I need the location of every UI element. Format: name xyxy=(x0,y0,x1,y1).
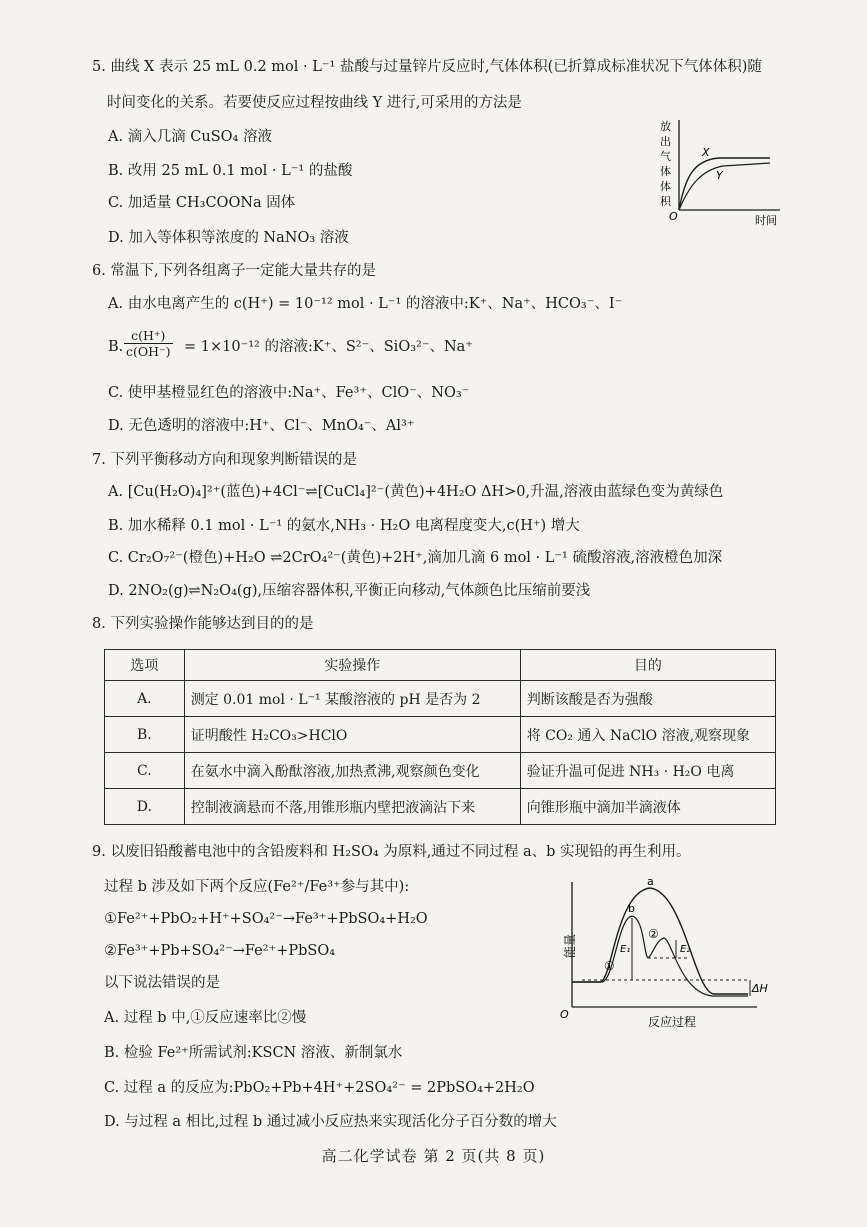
q5-graph-origin: O xyxy=(669,210,678,223)
q5-option-b: B. 改用 25 mL 0.1 mol · L⁻¹ 的盐酸 xyxy=(108,163,353,179)
table-cell-operation: 证明酸性 H₂CO₃>HClO xyxy=(184,717,520,753)
q7-option-c: C. Cr₂O₇²⁻(橙色)+H₂O ⇌2CrO₄²⁻(黄色)+2H⁺,滴加几滴 6 mol · L⁻¹ 硫酸溶液,溶液橙色加深 xyxy=(108,550,723,566)
q9-curve-b xyxy=(572,916,748,996)
q9-graph-xlabel: 反应过程 xyxy=(648,1015,697,1029)
table-cell-purpose: 判断该酸是否为强酸 xyxy=(520,681,775,717)
table-cell-option: D. xyxy=(105,789,185,825)
q5-stem-line2: 时间变化的关系。若要使反应过程按曲线 Y 进行,可采用的方法是 xyxy=(107,95,522,111)
q9-option-a: A. 过程 b 中,①反应速率比②慢 xyxy=(104,1010,307,1026)
table-cell-purpose: 向锥形瓶中滴加半滴液体 xyxy=(520,789,775,825)
q5-graph-ylabel-3: 体 xyxy=(660,165,671,178)
q9-e2-label: E₂ xyxy=(680,944,691,955)
q6-fraction-numerator: c(H⁺) xyxy=(124,328,173,344)
table-cell-option: A. xyxy=(105,681,185,717)
table-row xyxy=(105,717,776,753)
q9-option-b: B. 检验 Fe²⁺所需试剂:KSCN 溶液、新制氯水 xyxy=(104,1045,403,1061)
q9-option-d: D. 与过程 a 相比,过程 b 通过减小反应热来实现活化分子百分数的增大 xyxy=(104,1114,557,1130)
q6-option-d: D. 无色透明的溶液中:H⁺、Cl⁻、MnO₄⁻、Al³⁺ xyxy=(108,418,415,434)
q5-graph-xlabel: 时间 xyxy=(755,214,777,227)
q5-curve-y-label: Y xyxy=(716,169,723,182)
table-header-operation: 实验操作 xyxy=(184,650,520,681)
q7-stem: 7. 下列平衡移动方向和现象判断错误的是 xyxy=(92,452,357,468)
q9-reaction-1: ①Fe²⁺+PbO₂+H⁺+SO₄²⁻→Fe³⁺+PbSO₄+H₂O xyxy=(104,911,428,927)
q9-graph-origin: O xyxy=(560,1008,569,1021)
table-cell-purpose: 验证升温可促进 NH₃ · H₂O 电离 xyxy=(520,753,775,789)
table-cell-option: B. xyxy=(105,717,185,753)
q6-option-b-rest: = 1×10⁻¹² 的溶液:K⁺、S²⁻、SiO₃²⁻、Na⁺ xyxy=(184,339,473,355)
q5-graph-ylabel-0: 放 xyxy=(660,120,671,133)
q5-option-a: A. 滴入几滴 CuSO₄ 溶液 xyxy=(108,129,272,145)
q9-reaction-2: ②Fe³⁺+Pb+SO₄²⁻→Fe²⁺+PbSO₄ xyxy=(104,943,336,959)
q8-experiment-table xyxy=(104,649,776,825)
q6-option-b-fraction xyxy=(124,328,173,359)
q5-graph-ylabel-4: 体 xyxy=(660,180,671,193)
q9-graph-ylabel: 能量 xyxy=(563,933,577,958)
q8-stem: 8. 下列实验操作能够达到目的的是 xyxy=(92,616,314,632)
table-row xyxy=(105,681,776,717)
table-header-option: 选项 xyxy=(105,650,185,681)
q5-volume-time-graph xyxy=(655,118,790,228)
q9-peak-b-label: b xyxy=(628,902,635,915)
table-cell-purpose: 将 CO₂ 通入 NaClO 溶液,观察现象 xyxy=(520,717,775,753)
q9-stem: 9. 以废旧铅酸蓄电池中的含铅废料和 H₂SO₄ 为原料,通过不同过程 a、b 实现铅的再生利用。 xyxy=(92,844,691,860)
q9-option-c: C. 过程 a 的反应为:PbO₂+Pb+4H⁺+2SO₄²⁻ = 2PbSO₄+2H₂O xyxy=(104,1080,535,1096)
q5-stem-line1: 5. 曲线 X 表示 25 mL 0.2 mol · L⁻¹ 盐酸与过量锌片反应时,气体体积(已折算成标准状况下气体体积)随 xyxy=(92,59,762,75)
table-cell-option: C. xyxy=(105,753,185,789)
table-header-purpose: 目的 xyxy=(520,650,775,681)
table-header-row xyxy=(105,650,776,681)
q5-option-d: D. 加入等体积等浓度的 NaNO₃ 溶液 xyxy=(108,230,349,246)
q7-option-a: A. [Cu(H₂O)₄]²⁺(蓝色)+4Cl⁻⇌[CuCl₄]²⁻(黄色)+4H₂O ΔH>0,升温,溶液由蓝绿色变为黄绿色 xyxy=(108,484,724,500)
q9-peak-a-label: a xyxy=(647,875,654,888)
q5-option-c: C. 加适量 CH₃COONa 固体 xyxy=(108,195,296,211)
q6-option-a: A. 由水电离产生的 c(H⁺) = 10⁻¹² mol · L⁻¹ 的溶液中:K⁺、Na⁺、HCO₃⁻、I⁻ xyxy=(108,296,623,312)
q5-graph-ylabel-1: 出 xyxy=(660,135,671,148)
q9-energy-diagram xyxy=(552,872,777,1032)
table-cell-operation: 测定 0.01 mol · L⁻¹ 某酸溶液的 pH 是否为 2 xyxy=(184,681,520,717)
q7-option-d: D. 2NO₂(g)⇌N₂O₄(g),压缩容器体积,平衡正向移动,气体颜色比压缩前要浅 xyxy=(108,583,591,599)
q6-option-c: C. 使甲基橙显红色的溶液中:Na⁺、Fe³⁺、ClO⁻、NO₃⁻ xyxy=(108,385,470,401)
table-cell-operation: 控制液滴悬而不落,用锥形瓶内壁把液滴沾下来 xyxy=(184,789,520,825)
q7-option-b: B. 加水稀释 0.1 mol · L⁻¹ 的氨水,NH₃ · H₂O 电离程度变大,c(H⁺) 增大 xyxy=(108,518,580,534)
q9-step-1-label: ① xyxy=(604,959,615,973)
table-row xyxy=(105,753,776,789)
q6-stem: 6. 常温下,下列各组离子一定能大量共存的是 xyxy=(92,263,377,279)
q9-ask: 以下说法错误的是 xyxy=(104,975,220,991)
q9-step-2-label: ② xyxy=(648,927,659,941)
q5-curve-x-label: X xyxy=(702,146,710,159)
q9-process-intro: 过程 b 涉及如下两个反应(Fe²⁺/Fe³⁺参与其中): xyxy=(104,879,410,895)
page-footer: 高二化学试卷 第 2 页(共 8 页) xyxy=(321,1147,546,1165)
q6-fraction-denominator: c(OH⁻) xyxy=(126,344,171,359)
q5-graph-ylabel-5: 积 xyxy=(660,195,671,208)
q5-graph-ylabel-2: 气 xyxy=(660,150,671,163)
table-cell-operation: 在氨水中滴入酚酞溶液,加热煮沸,观察颜色变化 xyxy=(184,753,520,789)
q6-option-b-prefix: B. xyxy=(108,339,124,355)
table-row xyxy=(105,789,776,825)
q9-e1-label: E₁ xyxy=(620,944,631,955)
q9-dh-label: ΔH xyxy=(752,982,768,995)
